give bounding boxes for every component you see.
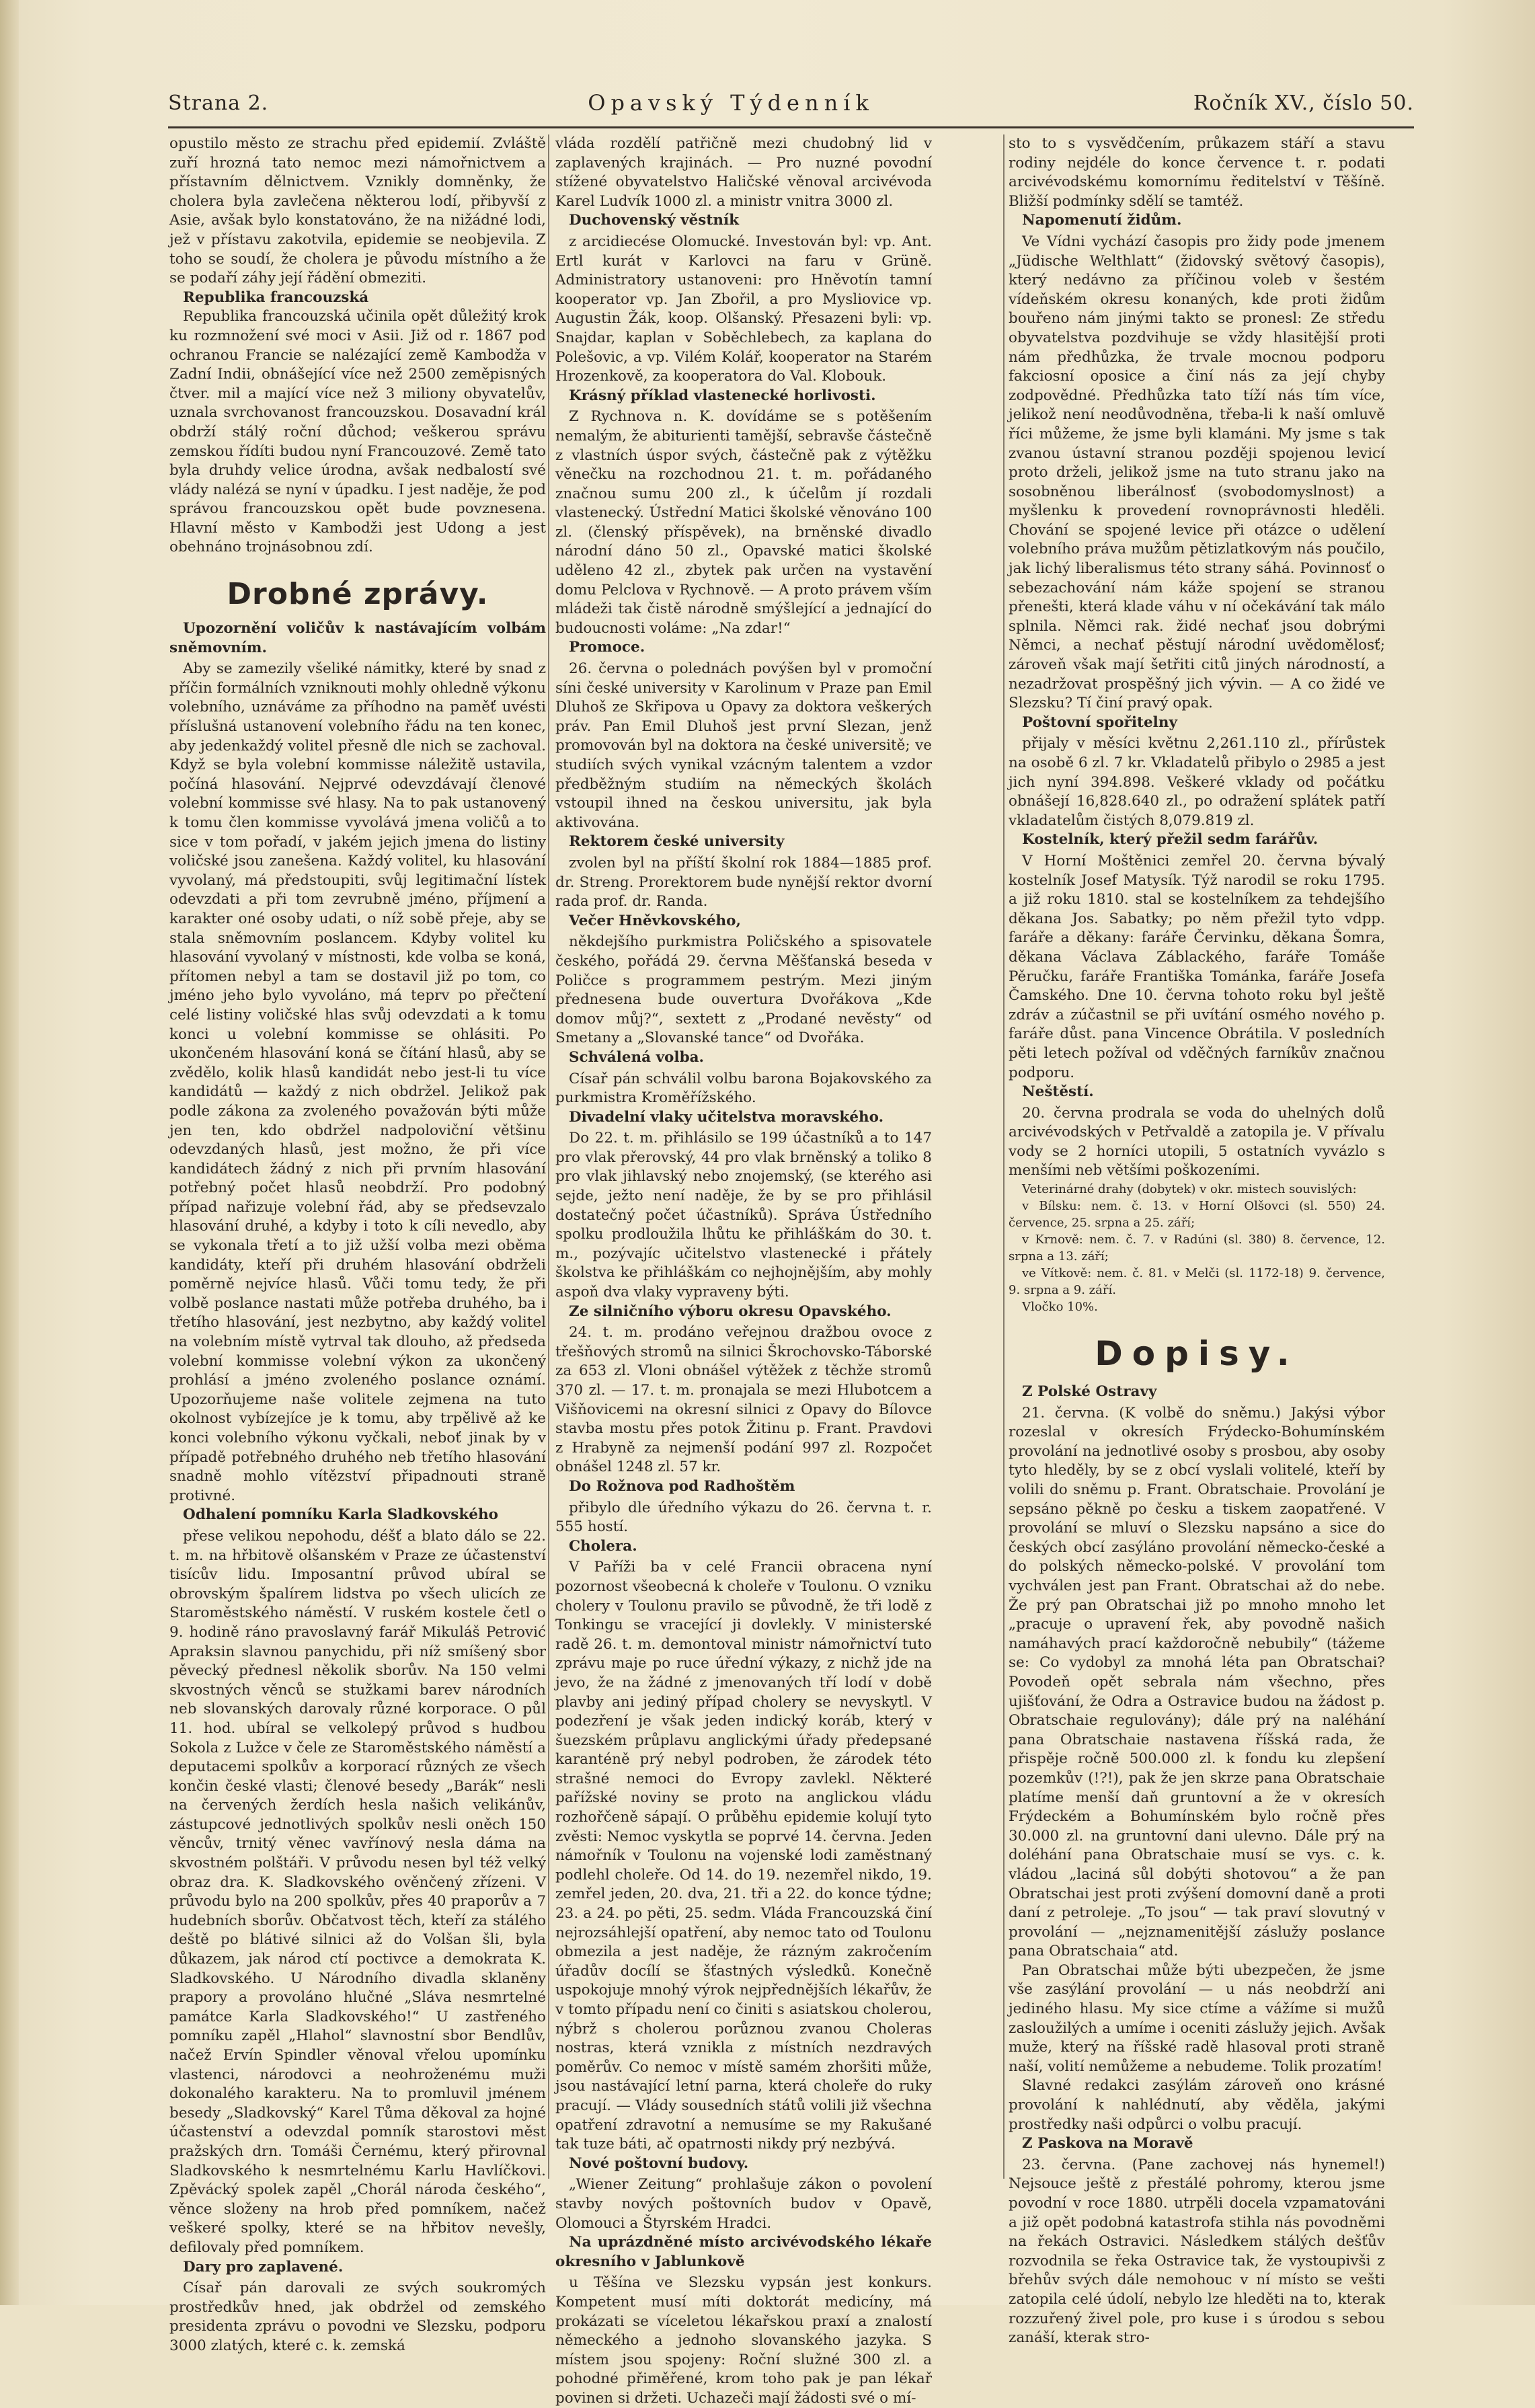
article-text: z arcidiecése Olomucké. Investován byl: vp. Ant. Ertl kurát v Karlovci na faru v Grüně. Administratory ustanoveni: pro Hněvotín tamní kooperator vp. Jan Zbořil, a pro Mysliovice vp. Augustin Žák, koop. Olšanský. Přesazeni byli: vp. Snajdar, kaplan v Soběchlebech, za kaplana do Polešovic, a vp. Vilém Kolář, kooperator na Starém Hrozenkově, za kooperatora do Val. Klobouk. [555,233,932,385]
article-title: Do Rožnova pod Radhoštěm [569,1477,795,1495]
notice-text: Veterinárné drahy (dobytek) v okr. mistech souvislých: [1022,1182,1357,1197]
article-title: Nové poštovní budovy. [569,2154,749,2172]
article-text: Aby se zamezily všeliké námitky, které by snad z příčin formálních vzniknouti mohly ohledně výkonu volebního, uznáváme za příhodno na paměť uvésti příslušná ustanovení volebního řádu na ten konec, aby jedenkaždý volitel přesně dle nich se zachoval. Když se byla volební kommisse náležitě ustavila, počíná hlasování. Nejprvé odevzdávají členové volební kommisse své hlasy. Na to pak ustanovený k tomu člen kommisse vyvolává jmena voličů a to sice v tom pořadí, v jakém jejich jmena do listiny voličské jsou zanešena. Každý volitel, ku hlasování vyvolaný, má předstoupiti, svůj legitimační lístek odevzdati a při tom zevrubně jméno, příjmení a karakter oné osoby udati, o níž sobě přeje, aby se stala sněmovním poslancem. Kdyby volitel ku hlasování vyvolaný v místnosti, kde volba se koná, přítomen nebyl a tam se dostavil již po tom, co jméno jeho bylo vyvoláno, má teprv po přečtení celé listiny voličské hlas svůj odevzdati a k tomu konci u volební kommisse se ohlásiti. Po ukončeném hlasování koná se čítání hlasů, aby se zvědělo, kolik hlasů kandidát nebo jest-li tu více kandidátů — každý z nich obdržel. Jelikož pak podle zákona za zvoleného považován býti může jen ten, kdo obdržel nadpoloviční většinu odevzdaných hlasů, jest možno, že při více kandidátech žádný z nich při prvním hlasování potřebný počet hlasů neobdrží. Pro podobný případ nařizuje volební řád, aby se předsevzalo hlasování druhé, a kdyby i toto k cíli nevedlo, aby se vykonala třetí a to již užší volba mezi oběma kandidáty, kteří při druhém hlasování obdrželi poměrně nejvíce hlasů. Vůči tomu tedy, že při volbě poslance nastati může potřeba druhého, ba i třetího hlasování, jest nezbytno, aby každý volitel na volebním místě vytrval tak dlouho, až předseda volební kommisse volební výkon za ukončený prohlásí a jméno zvoleného poslance oznámí. Upozorňujeme naše volitele zejmena na tuto okolnost vybízejíce je k tomu, aby trpělivě až ke konci volebního výkonu vyčkali, neboť jinak by v případě potřebného druhého neb třetího hlasování snadně mohlo vítězství připadnouti straně protivné. [169,660,546,1504]
column-2 [555,134,932,2407]
article-text: sto to s vysvědčením, průkazem stáří a stavu rodiny nejdéle do konce července t. r. podati arcivévodskému komornímu ředitelství v Těšíně. Bližší podmínky sdělí se tamtéž. [1009,135,1385,210]
article-title: Divadelní vlaky učitelstva moravského. [569,1108,884,1126]
issue-number: Ročník XV., číslo 50. [1193,91,1414,115]
article-title: Cholera. [569,1537,637,1555]
article-title: Z Paskova na Moravě [1022,2135,1193,2152]
article-title: Kostelník, který přežil sedm farářův. [1022,831,1318,849]
notice-text: ve Vítkově: nem. č. 81. v Melči (sl. 1172-18) 9. července, 9. srpna a 9. září. [1009,1266,1385,1298]
article-title: Upozornění voličův k nastávajícím volbám sněmovním. [169,620,546,656]
article-text: Pan Obratschai může býti ubezpečen, že jsme vše zasýlání provolání — u nás neobdrží ani jediného hlasu. My sice ctíme a vážíme si mužů zasloužilých a umíme i oceniti záslužy jejich. Avšak muže, který na říšské radě hlasoval proti straně naší, volití nemůžeme a nebudeme. Tolik prozatím! [1009,1962,1385,2075]
article-text: Do 22. t. m. přihlásilo se 199 účastníků a to 147 pro vlak přerovský, 44 pro vlak brněnský a toliko 8 pro vlak jihlavský nebo znojemský, (se kterého asi sejde, ježto není naděje, že by se pro přihlásil dostatečný počet účastníků). Správa Ústředního spolku prodloužila lhůtu ke přihláškám do 30. t. m., pozývajíc učitelstvo vlastenecké i přátely školstva ke přihláškám co nejhojnějším, aby mohly aspoň dva vlaky vypraveny býti. [555,1130,932,1301]
notice-text: v Bílsku: nem. č. 13. v Horní Olšovci (sl. 550) 24. července, 25. srpna a 25. září; [1009,1199,1385,1231]
article-text [169,288,546,308]
article-title: Krásný příklad vlastenecké horlivosti. [569,387,876,404]
article-title: Neštěstí. [1022,1083,1094,1101]
article-text: přese velikou nepohodu, déšť a blato dálo se 22. t. m. na hřbitově olšanském v Praze ze účastenství tisícův lidu. Imposantní průvod ubíral se obrovským špalírem lidstva po všech ulicích ze Staroměstského náměstí. V ruském kostele četl o 9. hodině ráno pravoslavný farář Mikuláš Petrović Apraksin slavnou panychidu, při níž smíšený sbor pěvecký přednesl několik sborův. Na 150 velmi skvostných věnců se stužkami barev národních neb slovanských darovaly různé korporace. O půl 11. hod. ubíral se velkolepý průvod s hudbou Sokola z Lužce v čele ze Staroměstského náměstí a deputacemi spolkův a korporací různých ze všech končin české vlasti; členové besedy „Barák“ nesli na červených žerdích hesla našich velikánův, zástupcové jednotlivých spolkův nesli oněch 150 věncův, trnitý věnec vavřínový nesla dáma na skvostném polštáři. V průvodu nesen byl též velký obraz dra. K. Sladkovského ověnčený zřízeni. V průvodu bylo na 200 spolkův, přes 40 praporův a 7 hudebních sborův. Občatvost těch, kteří za stálého deště po blátivé silnici až do Volšan šli, byla důkazem, jak národ ctí poctivce a demokrata K. Sladkovského. U Národního divadla sklaněny prapory a provoláno hlučné „Sláva nesmrtelné památce Karla Sladkovského!“ U zastřeného pomníku zapěl „Hlahol“ slavnostní sbor Bendlův, načež Ervín Spindler věnoval vřelou upomínku vlastenci, národovci a neohroženému muži dokonalého karakteru. Na to promluvil jménem besedy „Sladkovský“ Karel Tůma děkoval za hojné účastenství a odevzdal pomník starostovi měst pražských drn. Tomáši Černému, který přirovnal Sladkovského k nesmrtelnému Karlu Havlíčkovi. Zpěvácký spolek zapěl „Chorál národa českého“, věnce složeny na hrob před pomníkem, načež veškeré spolky, které se na hřbitov nevešly, defilovaly před pomníkem. [169,1527,546,2256]
binding-gutter [0,0,19,2305]
column-divider [548,134,549,2179]
article-text: Republika francouzská učinila opět důležitý krok ku rozmnožení své moci v Asii. Již od r. 1867 pod ochranou Francie se nalézající země Kambodža v Zadní Indii, obnášející více než 2500 zeměpisných čtver. mil a mající více než 3 miliony obyvatelův, uznala svrchovanost francouzskou. Dosavadní král obdrží stálý roční důchod; veškerou správu zemskou řídíti budou nyní Francouzové. Země tato byla druhdy velice úrodna, avšak nedbalostí své vlády nalézá se nyní v úpadku. I jest naděje, že pod správou francouzskou opět bude povznesena. Hlavní město v Kambodži jest Udong a jest obehnáno trojnásobnou zdí. [169,308,546,556]
article-title: Na uprázdněné místo arcivévodského lékaře okresního v Jablunkově [555,2234,932,2270]
article-text: „Wiener Zeitung“ prohlašuje zákon o povolení stavby nových poštovních budov v Opavě, Olomouci a Štyrském Hradci. [555,2176,932,2232]
article-text: V Paříži ba v celé Francii obracena nyní pozornost všeobecná k choleře v Toulonu. O vzniku cholery v Toulonu pravilo se původně, že tři lodě z Tonkingu se vracející ji dovlekly. V ministerské radě 26. t. m. demontoval ministr námořnictví tuto zprávu maje po ruce úřední výkazy, z nichž jde na jevo, že na žádné z jmenovaných tří lodí v době plavby ani jediný případ cholery se nevyskytl. V podezření je však jeden indický koráb, který v šuezském průplavu anglickými úřady předepsané karanténě prý nebyl podroben, že zárodek této strašné nemoci do Evropy zavlekl. Některé pařížské noviny se proto na anglickou vládu rozhořčeně sápají. O průběhu epidemie kolují tyto zvěsti: Nemoc vyskytla se poprvé 14. června. Jeden námořník v Toulonu na vojenské lodi zaměstnaný podlehl choleře. Od 14. do 19. nezemřel nikdo, 19. zemřel jeden, 20. dva, 21. tři a 22. do konce týdne; 23. a 24. po pěti, 25. sedm. Vláda Francouzská činí nejrozsáhlejší opatření, aby nemoc tato od Toulonu obmezila a jest naděje, že rázným zakročením úřadův docílí se šťastných výsledků. Konečně uspokojuje mnohý výrok nejpřednějších lékařův, že v tomto případu není co činiti s asiatskou cholerou, nýbrž s cholerou porůznou zvanou Choleras nostras, která vznikla z místních nezdravých poměrův. Co nemoc v místě samém zhoršiti může, jsou nastávající letní parna, která choleře do ruky pracují. — Vlády sousedních států volili již všechna opatření zdravotní a nemusíme se my Rakušané tak tuze báti, ač opatrnosti nikdy prý nezbývá. [555,1559,932,2153]
column-1 [169,134,546,2354]
article-text: opustilo město ze strachu před epidemií. Zvláště zuří hrozná tato nemoc mezi námořnictvem a přístavním dělnictvem. Vznikly domněnky, že cholera byla zavlečena některou lodí, přibyvší z Asie, avšak bylo konstatováno, že na nižádné lodi, jež v přístavu zakotvila, epidemie se neobjevila. Z toho se soudí, že cholera je původu místního a že se podaří záhy její řádění obmeziti. [169,135,546,287]
notice-text: Vločko 10%. [1022,1300,1098,1315]
article-text: 20. června prodrala se voda do uhelných dolů arcivévodských v Petřvaldě a zatopila je. V přívalu vody se 2 horníci utopili, 5 ostatních vyvázlo s menšími neb většími poškozeními. [1009,1104,1385,1179]
article-title: Ze silničního výboru okresu Opavského. [569,1303,892,1320]
article-title: Rektorem české university [569,833,785,851]
article-title: Napomenutí židům. [1022,212,1182,229]
article-title: Poštovní spořitelny [1022,713,1177,731]
article-title: Promoce. [569,639,645,656]
article-text: vláda rozdělí patřičně mezi chudobný lid v zaplavených krajinách. — Pro nuzné povodní stížené obyvatelstvo Haličské věnoval arcivévoda Karel Ludvík 1000 zl. a ministr vnitra 3000 zl. [555,135,932,210]
article-title: Večer Hněvkovského, [569,912,741,929]
article-title: Z Polské Ostravy [1022,1383,1157,1401]
section-heading: Dopisy. [1095,1334,1299,1374]
article-title: Dary pro zaplavené. [183,2258,344,2276]
article-text: Císař pán darovali ze svých soukromých prostředkův hned, jak obdržel od zemského presidenta zprávu o povodni ve Slezsku, podporu 3000 zlatých, které c. k. zemská [169,2280,546,2354]
article-title: Republika francouzská [183,288,369,306]
article-text: Císař pán schválil volbu barona Bojakovského za purkmistra Kroměřížského. [555,1070,932,1107]
page-header [168,79,1414,128]
article-text: 21. června. (K volbě do sněmu.) Jakýsi výbor rozeslal v okresích Frýdecko-Bohumínském provolání na jednotlivé osoby s prosbou, aby osoby tyto hleděly, by se z obcí vyslali volitelé, kteří by volili do sněmu p. Frant. Obratschaie. Provolání je sepsáno pěkně po česku a tiskem zaopatřené. V provolání se mluví o Slezsku napsáno a sice do českých obcí zasýláno provolání německo-české a do polských německo-polské. V provolání tom vychválen jest pan Frant. Obratschai až do nebe. Že prý pan Obratschai již po mnoho mnoho let „pracuje o upravení řek, aby povodně našich namáhavých prací každoročně nebubily“ (tážeme se: Co vydobyl za mnohá léta pan Obratschai? Povodeň opět sebrala nám všechno, přes ujišťování, že Odra a Ostravice budou na žádost p. Obratschaie regulovány); dále prý na naléhání pana Obratschaie nastavena říšská rada, že přispěje ročně 500.000 zl. k fondu ku zlepšení pozemkův (!?!), pak že jen skrze pana Obratschaie platíme menší daň gruntovní a že v okresích Frýdeckém a Bohumínském bylo ročně přes 30.000 zl. na gruntovní dani ulevno. Dále prý na doléhání pana Obratschaie musí se vys. c. k. vládou „laciná sůl dobýti shotovou“ a že pan Obratschai jest proti zvýšení domovní daně a proti daní z petroleje. „To jsou“ — tak praví slovutný v provolání — „nejznamenitější záslužy poslance pana Obratschaia“ atd. [1009,1404,1385,1960]
page-number: Strana 2. [168,91,269,115]
column-divider [1003,134,1005,2179]
masthead-title: Opavský Týdenník [588,90,874,116]
article-title: Schválená volba. [569,1048,705,1066]
column-3 [1009,134,1385,2347]
article-title: Duchovenský věstník [569,212,740,229]
section-heading: Drobné zprávy. [227,577,489,612]
article-text: přijaly v měsíci květnu 2,261.110 zl., přírůstek na osobě 6 zl. 7 kr. Vkladatelů přibylo o 2985 a jest jich nyní 394.898. Veškeré vklady od počátku obnášejí 16,828.640 zl., po odražení splátek patří vkladatelům čistých 8,079.819 zl. [1009,735,1385,829]
article-title: Odhalení pomníku Karla Sladkovského [183,1506,498,1524]
article-text: V Horní Moštěnici zemřel 20. června bývalý kostelník Josef Matysík. Týž narodil se roku 1795. a již roku 1810. stal se kostelníkem za tehdejšího děkana Jos. Sabatky; po něm přežil tyto vdpp. faráře a děkany: faráře Červinku, děkana Šomra, děkana Václava Záblackého, faráře Tomáše Pěručku, faráře Františka Tománka, faráře Josefa Čamského. Dne 10. června tohoto roku byl ještě zdráv a zúčastnil se při uvítání osmého nového p. faráře důst. pana Vincence Obrátila. V posledních pěti letech požíval od vděčných farníkův značnou podporu. [1009,852,1385,1081]
article-text: Ve Vídni vychází časopis pro židy pode jmenem „Jüdische Welthlatt“ (židovský světový časopis), který nedávno za příčinou voleb v šestém vídeňském okresu konaných, kde proti židům bouřeno nám jinými takto se pronesl: Ze středu obyvatelstva pozdvihuje se vždy hlasitější proti nám předhůzka, že trvale mocnou podporu fakciosní oposice a činí nás za její chyby zodpovědné. Předhůzka tato tíží nás tím více, jelikož není neodůvodněna, třeba-li k naší omluvě říci můžeme, že jsme byli klamáni. My jsme s tak zvanou ústavní stranou později spojenou levicí proto drželi, jelikož jsme na tuto stranu jako na sosobněnou liberálnosť (svobodomyslnost) a myšlenku k provedení rovnoprávnosti hleděli. Chování se spojené levice při otázce o udělení volebního práva mužům pětizlatkovým nás poučilo, jak lichý liberalismus této strany sáhá. Povinnosť o sebezachování nám káže spojení se stranou přenešti, která klade váhu v ní očekávání tak málo splnila. Němci rak. židé nechať jsou dobrými Němci, a nechať pěstují národní uvědomělosť; zároveň však mají šetřiti citů jiných národností, a nezadržovat prospěšný jich vývin. — A co židé ve Slezsku? Tí činí pravý opak. [1009,233,1385,712]
article-text: někdejšího purkmistra Poličského a spisovatele českého, pořádá 29. června Měšťanská beseda v Poličce s programmem pestrým. Mezi jiným přednesena bude ouvertura Dvořákova „Kde domov můj?“, sextett z „Prodané nevěsty“ od Smetany a „Slovanské tance“ od Dvořáka. [555,933,932,1047]
article-text: zvolen byl na příští školní rok 1884—1885 prof. dr. Streng. Prorektorem bude nynější rektor dvorní rada prof. dr. Randa. [555,854,932,910]
article-text: 26. června o polednách povýšen byl v promoční síni české university v Karolinum v Praze pan Emil Dluhoš ze Skřipova u Opavy za doktora veškerých práv. Pan Emil Dluhoš jest první Slezan, jenž promovován byl na doktora na české universitě; ve studiích svých vynikal vzácným talentem a vzdor předběžným studiím na německých školách vstoupil ihned na českou universitu, jak byla aktivována. [555,660,932,831]
article-text: 24. t. m. prodáno veřejnou dražbou ovoce z třešňových stromů na silnici Škrochovsko-Táborské za 653 zl. Vloni obnášel výtěžek z těchže stromů 370 zl. — 17. t. m. pronajala se mezi Hlubotcem a Višňovicemi na okresní silnici z Opavy do Bílovce stavba mostu přes potok Žitinu p. Frant. Pravdovi z Hrabyně za nejmenší podání 997 zl. Rozpočet obnášel 1248 zl. 57 kr. [555,1324,932,1476]
article-text: u Těšína ve Slezsku vypsán jest konkurs. Kompetent musí míti doktorát medicíny, má prokázati se víceletou lékařskou praxí a znalostí německého a jednoho slovanského jazyka. S místem jsou spojeny: Roční služné 300 zl. a pohodné přiměřené, krom toho pak je pan lékař povinen si držeti. Uchazeči mají žádosti své o mí- [555,2274,932,2407]
article-text: 23. června. (Pane zachovej nás hynemel!) Nejsouce ještě z přestálé pohromy, kterou jsme povodní v roce 1880. utrpěli docela vzpamatováni a již opět podobná katastrofa stihla nás povodněmi na řekách Ostravici. Následkem stálých dešťův rozvodnila se řeka Ostravice tak, že vystoupivši z břehův svých dále nemohouc v ní místo se vešti zatopila celé údolí, nebylo lze hleděti na to, kterak rozzuřený živel pole, pro kuse i s úrodou s sebou zanáší, kterak stro- [1009,2156,1385,2347]
article-text: Z Rychnova n. K. dovídáme se s potěšením nemalým, že abiturienti tamější, sebravše částečně z vlastních úspor svých, částečně pak z výtěžku věnečku na rozchodnou 21. t. m. pořádaného značnou sumu 200 zl., k účelům jí rozdali vlastenecký. Ústřední Matici školské věnováno 100 zl. (členský příspěvek), na brněnské divadlo národní dáno 50 zl., Opavské matici školské uděleno 42 zl., zbytek pak určen na vystavění domu Pelclova v Rychnově. — A proto právem vším mládeži tak čistě národně smýšlející a jednající do budoucnosti voláme: „Na zdar!“ [555,408,932,637]
notice-text: v Krnově: nem. č. 7. v Radúni (sl. 380) 8. července, 12. srpna a 13. září; [1009,1233,1385,1264]
article-text: přibylo dle úředního výkazu do 26. června t. r. 555 hostí. [555,1499,932,1536]
article-text: Slavné redakci zasýlám zároveň ono krásné provolání k nahlédnutí, aby věděla, jakými prostředky naši odpůrci o volbu pracují. [1009,2077,1385,2133]
